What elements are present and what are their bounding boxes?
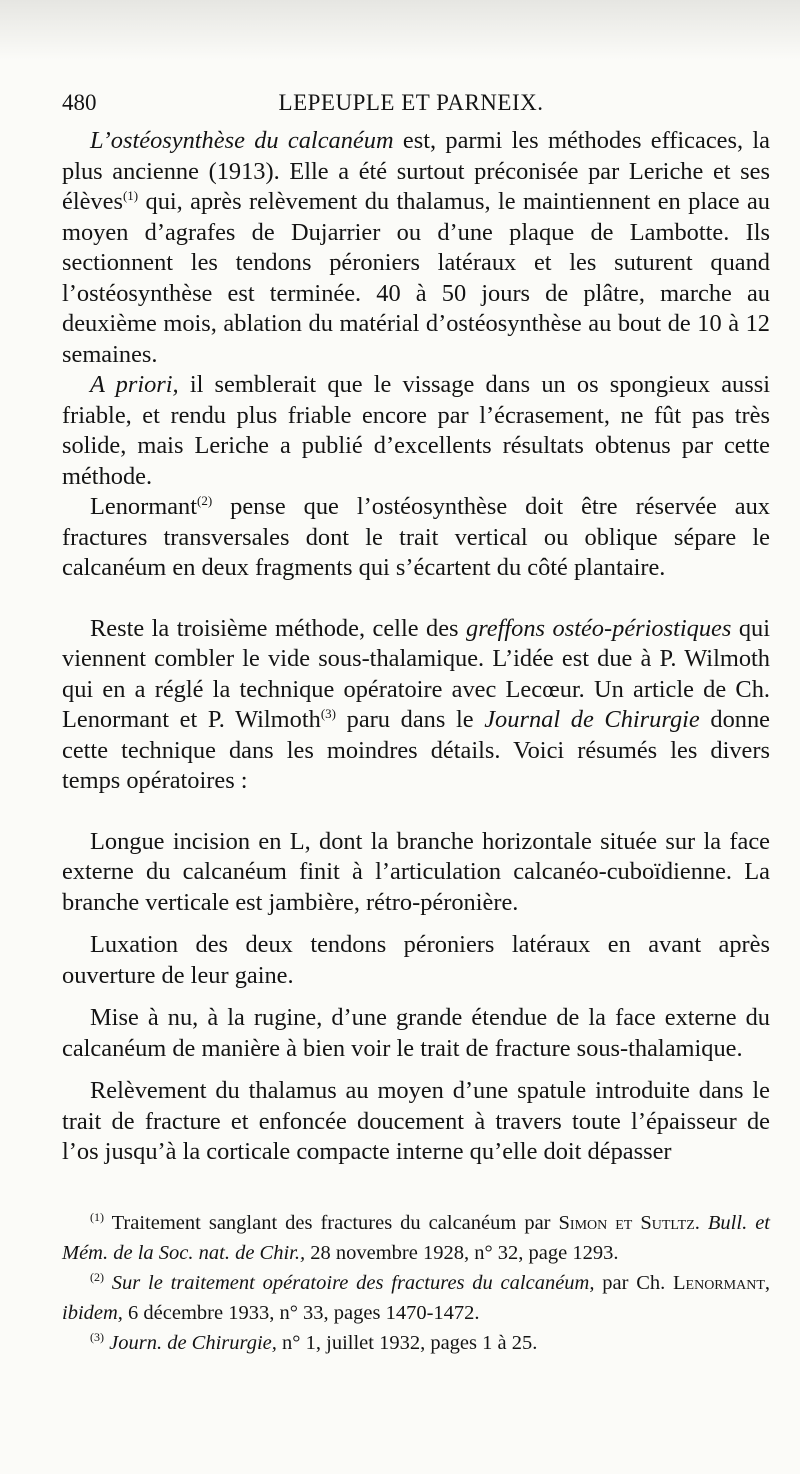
paragraph-text: il semblerait que le vissage dans un os spongieux aussi friable, et rendu plus friable encore par l’écrasement, ne fût pas très solide, mais Leriche a publié d’excellents résultats obtenus par cette méthode. <box>62 371 770 490</box>
footnote-ibidem: ibidem, <box>62 1302 123 1324</box>
footnote-mark: (1) <box>90 1210 104 1224</box>
italic-term: greffons ostéo-périostiques <box>466 614 732 642</box>
footnote-ref-1: (1) <box>122 188 139 203</box>
footnote-authors: Simon et Sutltz. <box>558 1212 700 1234</box>
footnote-text: n° 1, juillet 1932, pages 1 à 25. <box>276 1332 538 1354</box>
step-gap <box>62 991 770 1003</box>
step-gap <box>62 1064 770 1076</box>
footnote-text: par Ch. <box>594 1272 674 1294</box>
section-gap <box>62 584 770 614</box>
footnote-text: 6 décembre 1933, n° 33, pages 1470-1472. <box>122 1302 480 1324</box>
footnote-2 <box>62 1268 770 1328</box>
footnote-text: 28 novembre 1928, n° 32, page 1293. <box>305 1242 619 1264</box>
paragraph-text: qui, après relèvement du thalamus, le maintiennent en place au moyen d’agrafes de Dujarrier ou d’une plaque de Lambotte. Ils sectionnent les tendons péroniers latéraux et les suturent quand l’ostéosynthèse est terminée. 40 à 50 jours de plâtre, marche au deuxième mois, ablation du matérial d’ostéosynthèse au bout de 10 à 12 semaines. <box>62 188 770 368</box>
page-edge-shadow <box>0 0 800 60</box>
italic-lead: A priori, <box>90 371 179 398</box>
paragraph-text: pense que l’ostéosynthèse doit être réservée aux fractures transversales dont le trait vertical ou oblique sépare le calcanéum en deux fragments qui s’écartent du côté plantaire. <box>62 493 770 581</box>
footnotes <box>62 1208 770 1358</box>
page-number: 480 <box>62 90 97 115</box>
footnote-mark: (3) <box>90 1330 104 1344</box>
paragraph-third-method <box>62 614 770 797</box>
italic-lead: L’ostéosynthèse du calcanéum <box>90 127 394 154</box>
footnote-journal: Journ. de Chirurgie, <box>104 1332 277 1354</box>
paragraph-text: Lenormant <box>90 493 198 520</box>
paragraph-exposure: Mise à nu, à la rugine, d’une grande étendue de la face externe du calcanéum de manière à bien voir le trait de fracture sous-thalamique. <box>62 1004 770 1062</box>
footnote-journal: Bull. et Mém. de la Soc. nat. de Chir., <box>62 1212 770 1264</box>
paragraph-text: paru dans le <box>335 706 485 733</box>
paragraph-text: qui viennent combler le vide sous-thalamique. L’idée est due à P. Wilmoth qui en a réglé la technique opératoire avec Lecœur. Un article de Ch. Lenormant et P. Wilmoth <box>62 614 770 733</box>
section-gap <box>62 797 770 827</box>
paragraph-incision: Longue incision en L, dont la branche horizontale située sur la face externe du calcanéum finit à l’articulation calcanéo-cuboïdienne. La branche verticale est jambière, rétro-péronière. <box>62 827 770 916</box>
step-gap <box>62 918 770 930</box>
footnote-article-title: Sur le traitement opératoire des fractures du calcanéum, <box>104 1272 595 1294</box>
journal-title: Journal de Chirurgie <box>484 706 700 733</box>
page-header <box>62 90 760 120</box>
paragraph-text: donne cette technique dans les moindres détails. Voici résumés les divers temps opératoires : <box>62 706 771 794</box>
running-title: LEPEUPLE ET PARNEIX. <box>278 90 544 115</box>
footnote-ref-3: (3) <box>320 706 336 721</box>
footnote-text: Traitement sanglant des fractures du calcanéum par <box>104 1212 559 1234</box>
paragraph-text: Reste la troisième méthode, celle des <box>90 614 466 642</box>
footnote-authors: Lenormant, <box>673 1272 770 1294</box>
paragraph-osteosynthesis <box>62 126 770 370</box>
paragraph-lenormant <box>62 492 770 584</box>
paragraph-a-priori <box>62 370 770 492</box>
main-text <box>62 126 770 1168</box>
paragraph-text: est, parmi les méthodes efficaces, la plus ancienne (1913). Elle a été surtout préconisée par Leriche et ses élèves <box>62 127 770 215</box>
paragraph-thalamus-lift: Relèvement du thalamus au moyen d’une spatule introduite dans le trait de fracture et enfoncée doucement à travers toute l’épaisseur de l’os jusqu’à la corticale compacte interne qu’elle doit dépasser <box>62 1077 770 1165</box>
footnote-ref-2: (2) <box>197 493 213 508</box>
footnote-1 <box>62 1208 770 1268</box>
paragraph-luxation: Luxation des deux tendons péroniers latéraux en avant après ouverture de leur gaine. <box>62 931 770 989</box>
footnote-3 <box>62 1328 770 1358</box>
footnote-mark: (2) <box>90 1270 104 1284</box>
